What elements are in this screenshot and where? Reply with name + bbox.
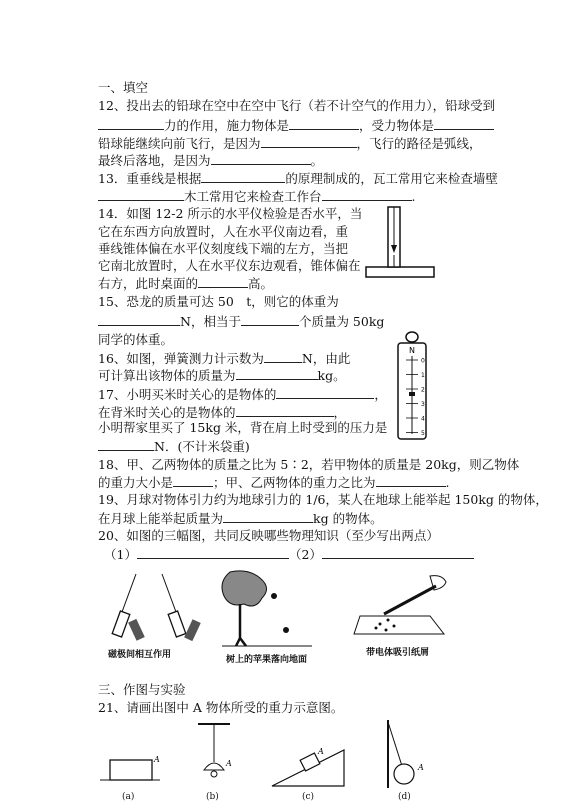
sub-label-a: (a) (122, 792, 135, 802)
spring-scale-figure (392, 330, 432, 442)
answer-blank[interactable] (276, 386, 374, 399)
answer-blank[interactable] (322, 188, 412, 201)
answer-blank[interactable] (173, 474, 213, 487)
answer-blank[interactable] (376, 474, 446, 487)
q19-line2: 在月球上能举起质量为 kg 的物体。 (98, 511, 383, 526)
q14-line5: 右方，此时桌面的 高。 (98, 276, 274, 291)
section-heading: 一、填空 (98, 80, 149, 95)
answer-blank[interactable] (236, 404, 334, 417)
q15-line3: 同学的体重。 (98, 332, 174, 347)
scale-unit-label: N (409, 346, 415, 355)
q20-answer-line: （1） （2） (104, 546, 474, 563)
caption-apple: 树上的苹果落向地面 (226, 655, 308, 665)
scale-tick-label: 5 (421, 430, 425, 437)
q17-line4: N．(不计米袋重) (98, 438, 250, 455)
figure-d-pendulum (382, 718, 432, 790)
q21-line: 21、请画出图中 A 物体所受的重力示意图。 (98, 700, 344, 715)
answer-blank[interactable] (98, 313, 180, 326)
sub-label-c: (c) (302, 792, 315, 802)
answer-blank[interactable] (98, 117, 164, 130)
label-a-mass: A (154, 755, 160, 764)
q18-line2: 的重力大小是 ；甲、乙两物体的重力之比为 . (98, 475, 450, 490)
q14-line2: 它在东西方向放置时，人在水平仪南边看，重 (98, 224, 349, 239)
answer-blank[interactable] (211, 152, 311, 165)
q13-line1: 13．重垂线是根据 的原理制成的，瓦工常用它来检查墙壁 (98, 171, 498, 186)
q12-line3: 铅球能继续向前飞行，是因为 ，飞行的路径是弧线， (98, 136, 482, 151)
answer-blank[interactable] (137, 546, 289, 559)
answer-blank[interactable] (201, 170, 285, 183)
q17-line2: 在背米时关心的是物体的 ， (98, 405, 347, 420)
label-d-mass: A (418, 763, 424, 772)
q19-line1: 19、月球对物体引力约为地球引力的 1/6，某人在地球上能举起 150kg 的物体， (98, 492, 548, 507)
answer-blank[interactable] (98, 438, 154, 451)
charged-rod-illustration (350, 570, 460, 640)
answer-blank[interactable] (198, 275, 248, 288)
figure-a-block-on-ground (100, 740, 160, 790)
scale-tick-label: 1 (421, 372, 425, 379)
answer-blank[interactable] (264, 350, 302, 363)
answer-blank[interactable] (289, 117, 359, 130)
sub-label-d: (d) (398, 792, 411, 802)
caption-charged-rod: 带电体吸引纸屑 (366, 648, 430, 658)
q17-line1: 17、小明买米时关心的是物体的 ， (98, 387, 387, 402)
q16-line1: 16、如图，弹簧测力计示数为 N，由此 (98, 351, 351, 366)
answer-blank[interactable] (322, 546, 474, 559)
q12-line4: 最终后落地，是因为 。 (98, 153, 324, 168)
q15-line1: 15、恐龙的质量可达 50 t，则它的体重为 (98, 294, 339, 309)
answer-blank[interactable] (434, 117, 494, 130)
q17-line3: 小明帮家里买了 15kg 米，背在肩上时受到的压力是 (98, 420, 388, 435)
q20-line1: 20、如图的三幅图，共同反映哪些物理知识（至少写出两点） (98, 528, 439, 543)
scale-tick-label: 0 (421, 357, 425, 365)
sub-label-b: (b) (206, 792, 219, 802)
caption-magnets: 磁极间相互作用 (108, 650, 172, 660)
label-b-mass: A (226, 759, 232, 768)
answer-blank[interactable] (223, 510, 313, 523)
q18-line1: 18、甲、乙两物体的质量之比为 5∶2，若甲物体的质量是 20kg，则乙物体 (98, 457, 520, 472)
section-heading: 三、作图与实验 (98, 682, 186, 697)
scale-tick-label: 2 (421, 386, 425, 394)
q16-line2: 可计算出该物体的质量为 kg。 (98, 368, 346, 383)
figure-c-block-on-incline (268, 742, 348, 788)
answer-blank[interactable] (241, 313, 299, 326)
q12-line2: 力的作用，施力物体是 ，受力物体是 (98, 117, 494, 134)
figure-b-hanging-lamp (192, 722, 236, 786)
label-c-mass: A (318, 747, 324, 756)
q15-line2: N，相当于 个质量为 50kg (98, 313, 384, 330)
scale-tick-label: 3 (421, 401, 425, 408)
level-instrument-figure (360, 205, 440, 285)
answer-blank[interactable] (236, 367, 318, 380)
answer-blank[interactable] (261, 135, 357, 148)
answer-blank[interactable] (98, 188, 184, 201)
q14-line3: 垂线锥体偏在水平仪刻度线下端的左方，当把 (98, 241, 349, 256)
q14-line1: 14．如图 12-2 所示的水平仪检验是否水平，当 (98, 206, 363, 221)
q13-line2: 木工常用它来检查工作台 . (98, 188, 416, 205)
magnets-illustration (106, 572, 206, 644)
scale-tick-label: 4 (421, 415, 425, 423)
q12-line1: 12、投出去的铅球在空中在空中飞行（若不计空气的作用力），铅球受到 (98, 98, 496, 113)
q14-line4: 它南北放置时，人在水平仪东边观看，锥体偏在 (98, 258, 361, 273)
apple-tree-illustration (216, 568, 316, 650)
